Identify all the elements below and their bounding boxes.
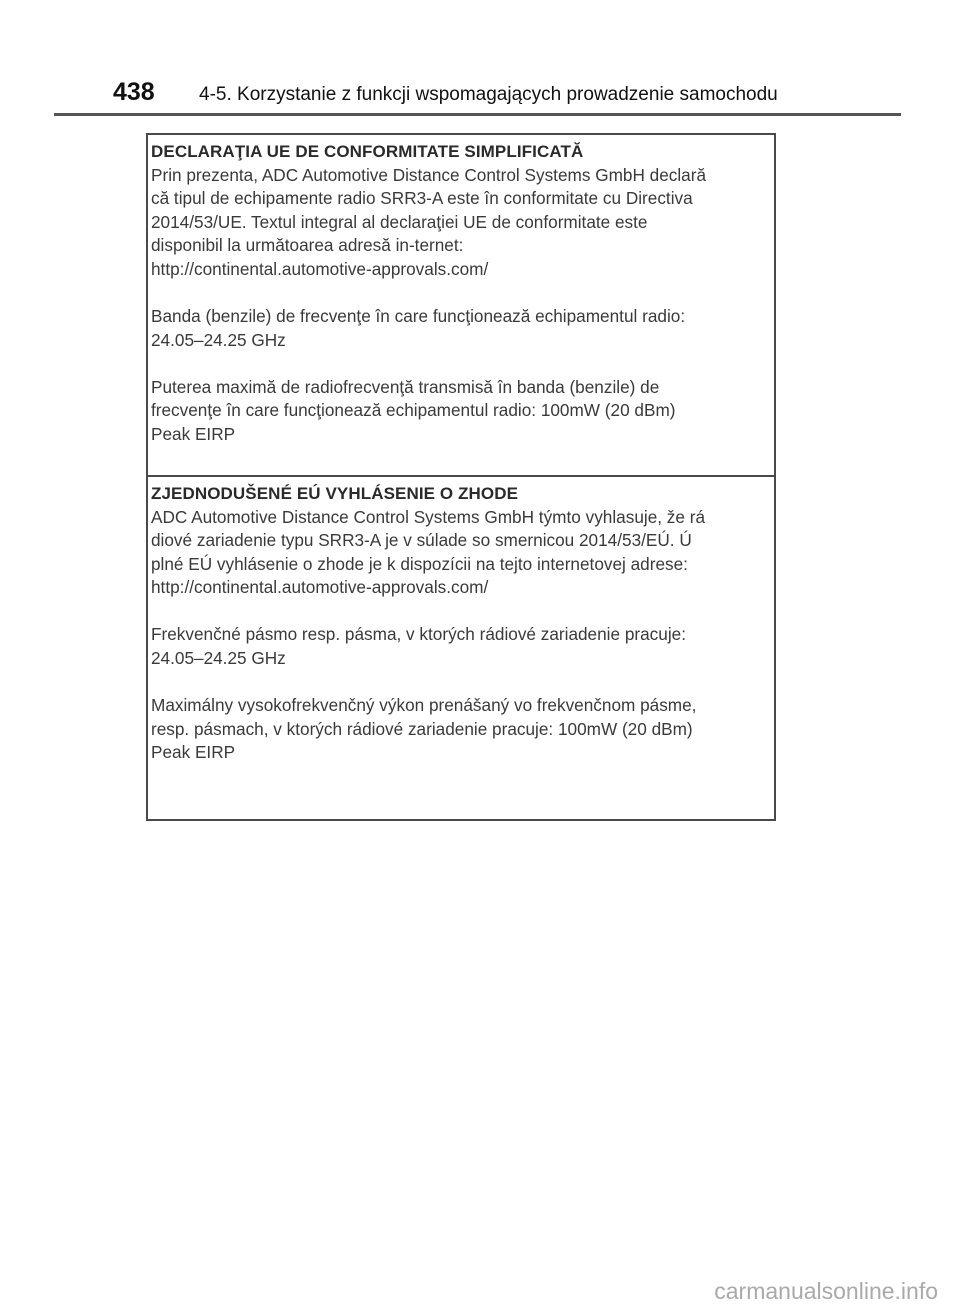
- url-line: http://continental.automotive-approvals.com/: [151, 258, 489, 279]
- declaration-slovak: [148, 477, 774, 819]
- declaration-frame: [146, 133, 776, 821]
- text-line: 2014/53/UE. Textul integral al declaraţiei UE de conformitate este: [151, 211, 648, 232]
- text-line: Banda (benzile) de frecvenţe în care funcţionează echipamentul radio:: [151, 306, 686, 327]
- text-line: Peak EIRP: [151, 423, 236, 444]
- section-heading: ZJEDNODUŠENÉ EÚ VYHLÁSENIE O ZHODE: [151, 484, 519, 503]
- watermark: carmanualsonline.info: [714, 1278, 938, 1304]
- text-line: frecvenţe în care funcţionează echipamentul radio: 100mW (20 dBm): [151, 400, 676, 421]
- spacer: [151, 352, 774, 376]
- text-line: disponibil la următoarea adresă in-ternet:: [151, 235, 464, 256]
- text-line: 24.05–24.25 GHz: [151, 648, 286, 669]
- text-line: resp. pásmach, v ktorých rádiové zariadenie pracuje: 100mW (20 dBm): [151, 718, 693, 739]
- text-line: Maximálny vysokofrekvenčný výkon prenášaný vo frekvenčnom pásme,: [151, 695, 697, 716]
- text-line: Puterea maximă de radiofrecvenţă transmisă în banda (benzile) de: [151, 376, 660, 397]
- text-line: Frekvenčné pásmo resp. pásma, v ktorých rádiové zariadenie pracuje:: [151, 624, 686, 645]
- text-line: Prin prezenta, ADC Automotive Distance Control Systems GmbH declară: [151, 164, 707, 185]
- declaration-romanian: [148, 135, 774, 475]
- text-line: plné EÚ vyhlásenie o zhode je k dispozícii na tejto internetovej adrese:: [151, 553, 688, 574]
- spacer: [151, 671, 774, 695]
- section-heading: DECLARAŢIA UE DE CONFORMITATE SIMPLIFICATĂ: [151, 142, 584, 161]
- url-line: http://continental.automotive-approvals.com/: [151, 577, 489, 598]
- text-line: 24.05–24.25 GHz: [151, 329, 286, 350]
- text-line: că tipul de echipamente radio SRR3-A este în conformitate cu Directiva: [151, 188, 693, 209]
- chapter-title: 4-5. Korzystanie z funkcji wspomagających prowadzenie samochodu: [199, 84, 778, 105]
- text-line: diové zariadenie typu SRR3-A je v súlade so smernicou 2014/53/EÚ. Ú: [151, 530, 692, 551]
- spacer: [151, 282, 774, 306]
- header-rule: [54, 113, 901, 116]
- text-line: Peak EIRP: [151, 742, 236, 763]
- page-number: 438: [113, 78, 155, 106]
- spacer: [151, 600, 774, 624]
- text-line: ADC Automotive Distance Control Systems GmbH týmto vyhlasuje, že rá: [151, 506, 706, 527]
- page-header: [0, 78, 960, 118]
